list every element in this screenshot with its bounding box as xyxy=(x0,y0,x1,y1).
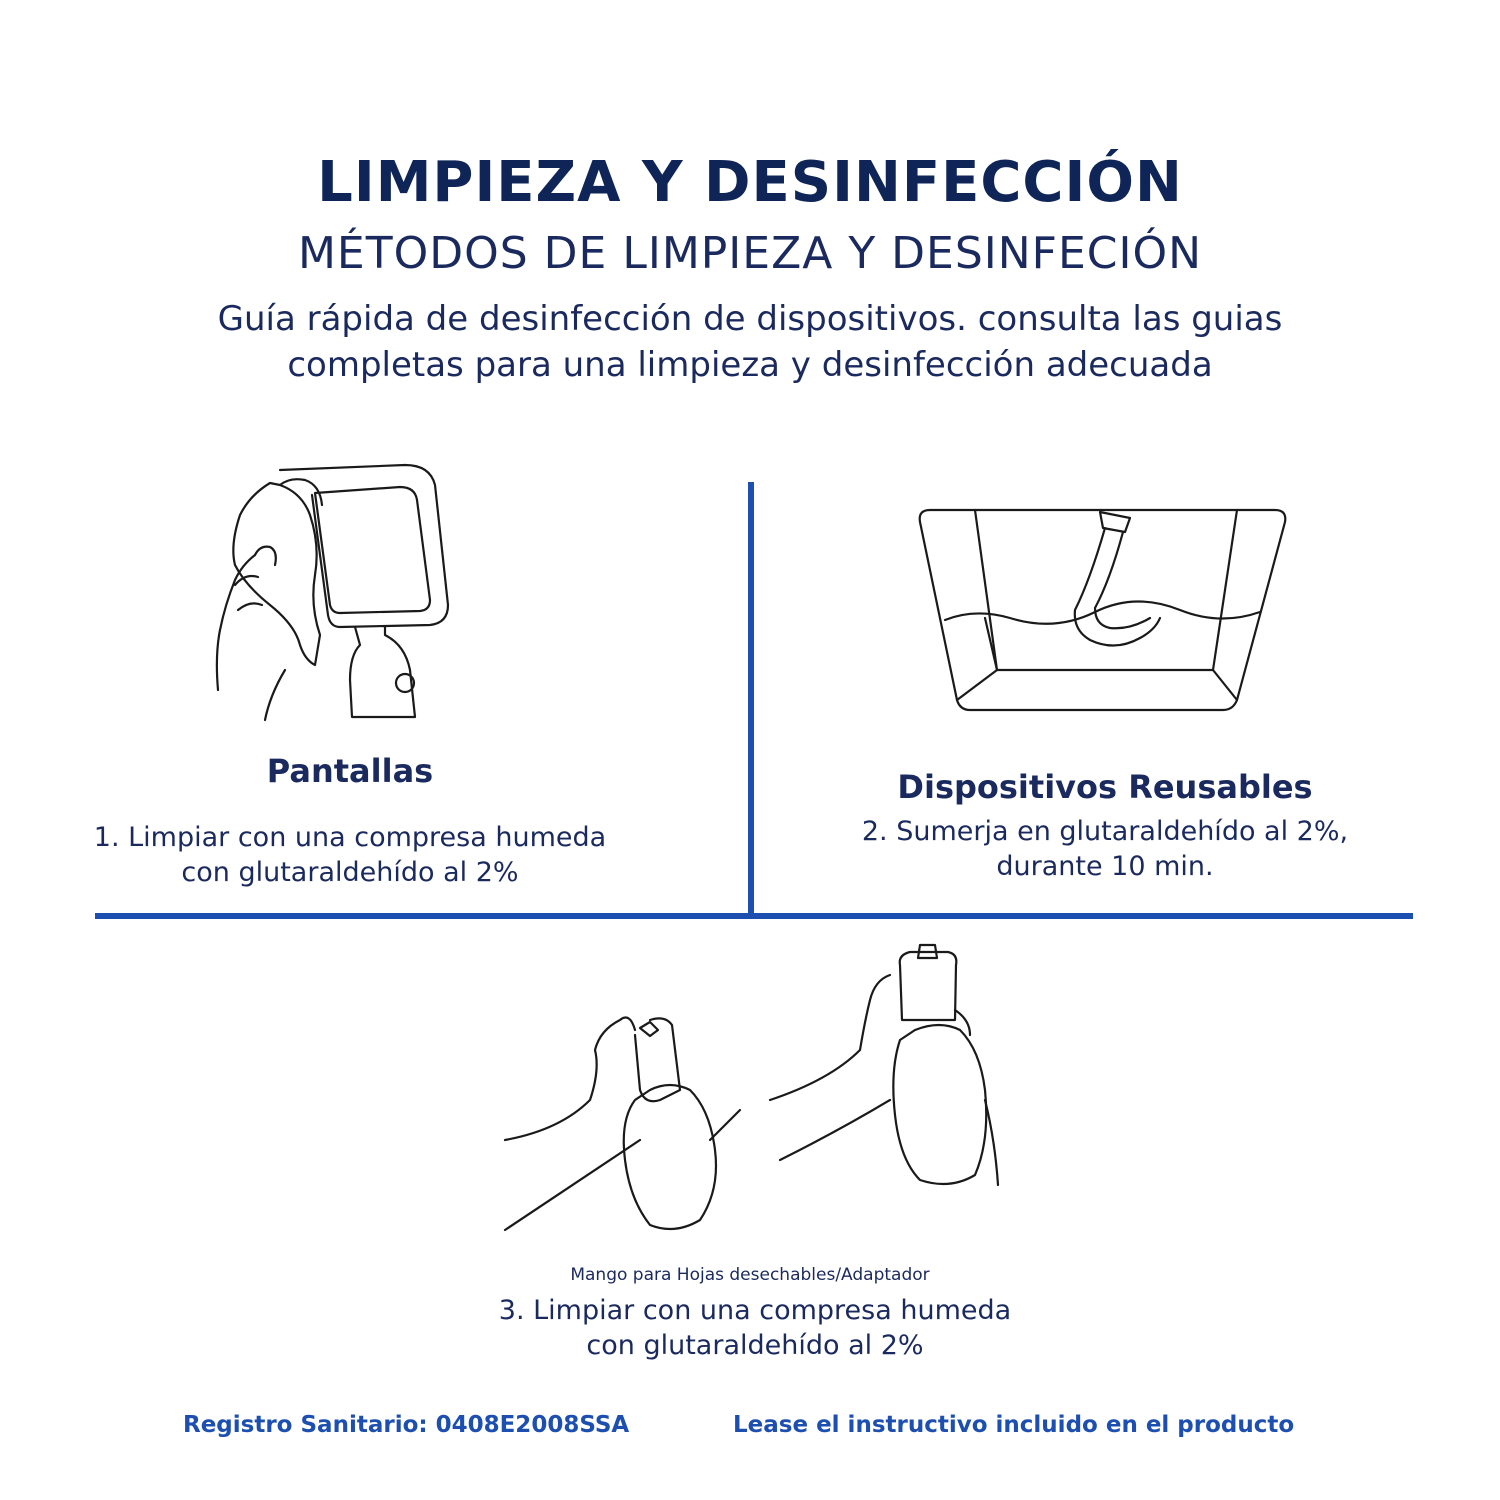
section-text-dispositivos xyxy=(800,814,1410,884)
section-title-dispositivos: Dispositivos Reusables xyxy=(897,768,1313,806)
section-text-line: 1. Limpiar con una compresa humeda xyxy=(93,822,607,853)
vertical-divider xyxy=(748,482,754,918)
intro-line-1: Guía rápida de desinfección de dispositivos. consulta las guias xyxy=(217,299,1283,339)
horizontal-divider xyxy=(95,913,1413,919)
section-text-line: 3. Limpiar con una compresa humeda xyxy=(498,1295,1012,1326)
intro-line-2: completas para una limpieza y desinfección adecuada xyxy=(287,345,1213,385)
section-title-pantallas: Pantallas xyxy=(266,752,434,790)
section-text-mango xyxy=(400,1293,1110,1363)
section-caption-mango: Mango para Hojas desechables/Adaptador xyxy=(570,1265,930,1285)
page-subtitle: MÉTODOS DE LIMPIEZA Y DESINFECIÓN xyxy=(297,228,1203,279)
section-text-line: 2. Sumerja en glutaraldehído al 2%, xyxy=(861,816,1349,847)
section-text-line: con glutaraldehído al 2% xyxy=(181,857,519,888)
page-title: LIMPIEZA Y DESINFECCIÓN xyxy=(317,150,1183,215)
intro-text xyxy=(100,296,1400,388)
immersion-tray-icon xyxy=(915,500,1295,720)
handle-wipe-icon xyxy=(500,940,1010,1240)
section-text-line: durante 10 min. xyxy=(996,851,1214,882)
screen-wipe-icon xyxy=(210,455,470,730)
section-text-pantallas xyxy=(60,820,640,890)
section-text-line: con glutaraldehído al 2% xyxy=(586,1330,924,1361)
footer-registro-sanitario: Registro Sanitario: 0408E2008SSA xyxy=(183,1412,630,1438)
footer-instructivo: Lease el instructivo incluido en el producto xyxy=(733,1412,1295,1438)
